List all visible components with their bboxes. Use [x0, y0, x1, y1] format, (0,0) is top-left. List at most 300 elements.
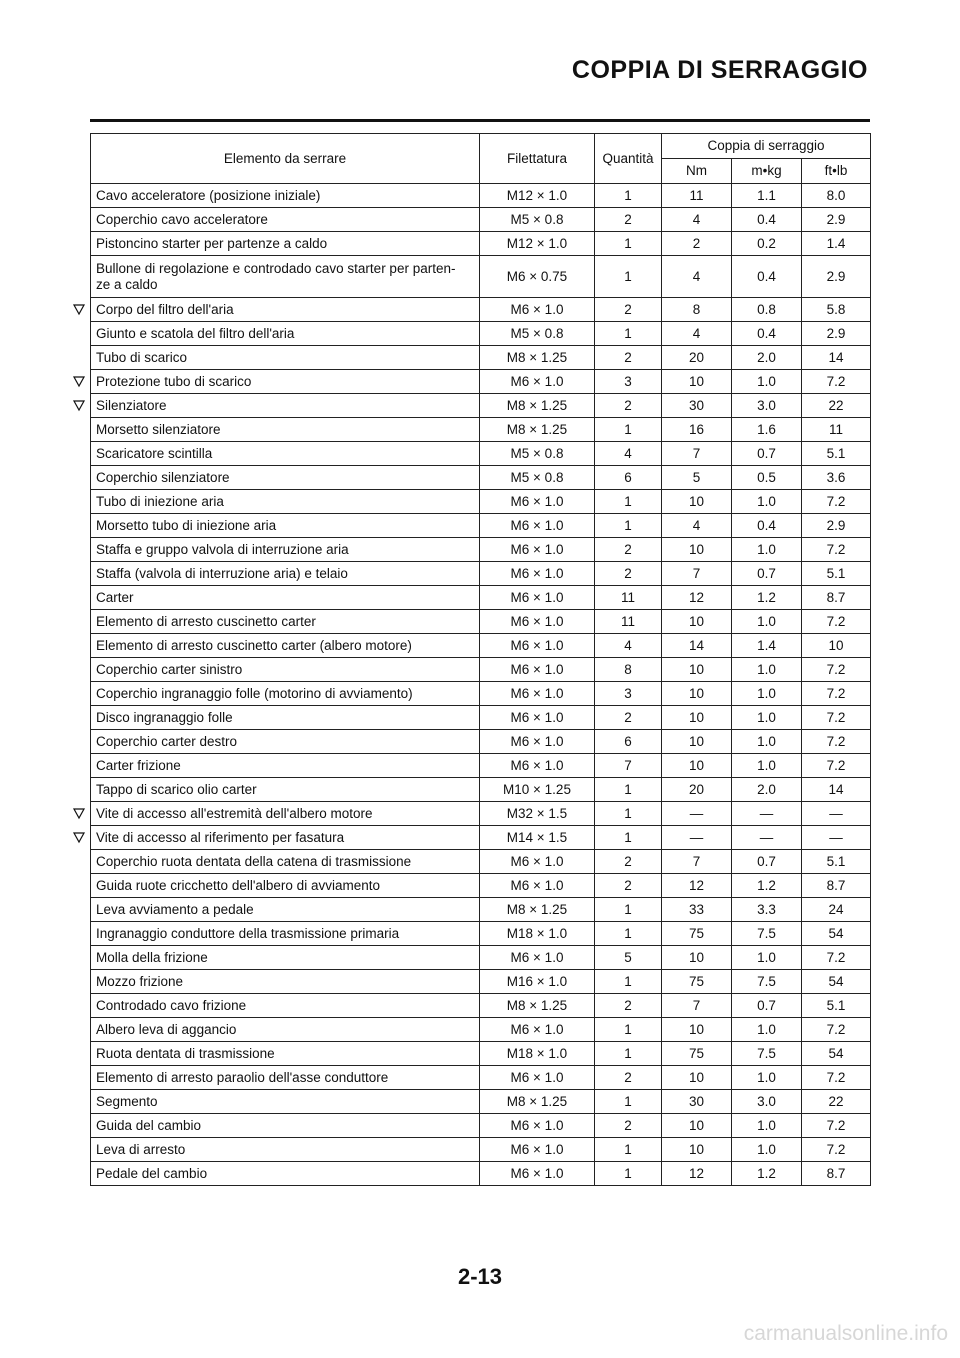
cell-qty: 2 [595, 706, 662, 730]
cell-nm: — [662, 802, 732, 826]
cell-mkg: 1.1 [732, 184, 802, 208]
cell-thread: M5 × 0.8 [480, 322, 595, 346]
cell-ftlb: 8.7 [802, 1162, 871, 1186]
cell-element: Molla della frizione [91, 946, 480, 970]
cell-qty: 2 [595, 1066, 662, 1090]
cell-mkg: — [732, 826, 802, 850]
cell-nm: 10 [662, 706, 732, 730]
cell-qty: 1 [595, 322, 662, 346]
cell-ftlb: 7.2 [802, 946, 871, 970]
cell-mkg: 1.0 [732, 490, 802, 514]
cell-element: Silenziatore [91, 394, 480, 418]
cell-qty: 3 [595, 370, 662, 394]
cell-nm: 2 [662, 232, 732, 256]
cell-nm: — [662, 826, 732, 850]
cell-thread: M12 × 1.0 [480, 232, 595, 256]
triangle-mark-icon [72, 399, 86, 412]
cell-element: Giunto e scatola del filtro dell'aria [91, 322, 480, 346]
cell-ftlb: 5.8 [802, 298, 871, 322]
cell-qty: 3 [595, 682, 662, 706]
cell-nm: 75 [662, 1042, 732, 1066]
cell-thread: M6 × 1.0 [480, 946, 595, 970]
cell-mkg: 1.0 [732, 1018, 802, 1042]
cell-mkg: 1.0 [732, 1138, 802, 1162]
cell-nm: 10 [662, 610, 732, 634]
torque-table [90, 133, 871, 1186]
table-row [91, 946, 871, 970]
cell-element: Pedale del cambio [91, 1162, 480, 1186]
cell-thread: M6 × 1.0 [480, 1162, 595, 1186]
cell-nm: 10 [662, 946, 732, 970]
cell-element: Segmento [91, 1090, 480, 1114]
cell-thread: M6 × 1.0 [480, 706, 595, 730]
cell-thread: M32 × 1.5 [480, 802, 595, 826]
cell-thread: M5 × 0.8 [480, 466, 595, 490]
cell-mkg: 0.4 [732, 514, 802, 538]
cell-ftlb: — [802, 826, 871, 850]
cell-element: Elemento di arresto cuscinetto carter [91, 610, 480, 634]
cell-qty: 1 [595, 1018, 662, 1042]
cell-ftlb: 5.1 [802, 562, 871, 586]
cell-qty: 1 [595, 1042, 662, 1066]
cell-element: Staffa (valvola di interruzione aria) e telaio [91, 562, 480, 586]
cell-qty: 1 [595, 778, 662, 802]
cell-qty: 2 [595, 994, 662, 1018]
cell-element: Bullone di regolazione e controdado cavo starter per parten- ze a caldo [91, 256, 480, 298]
table-row [91, 754, 871, 778]
cell-mkg: — [732, 802, 802, 826]
cell-thread: M6 × 1.0 [480, 370, 595, 394]
cell-nm: 4 [662, 256, 732, 298]
cell-nm: 10 [662, 1138, 732, 1162]
cell-qty: 1 [595, 922, 662, 946]
cell-ftlb: 24 [802, 898, 871, 922]
cell-element: Albero leva di aggancio [91, 1018, 480, 1042]
table-row [91, 970, 871, 994]
table-row [91, 1090, 871, 1114]
cell-element: Coperchio ingranaggio folle (motorino di avviamento) [91, 682, 480, 706]
table-row [91, 322, 871, 346]
cell-nm: 20 [662, 346, 732, 370]
cell-thread: M6 × 1.0 [480, 658, 595, 682]
cell-element: Guida del cambio [91, 1114, 480, 1138]
cell-thread: M6 × 1.0 [480, 682, 595, 706]
cell-element: Pistoncino starter per partenze a caldo [91, 232, 480, 256]
cell-ftlb: 7.2 [802, 706, 871, 730]
cell-mkg: 0.5 [732, 466, 802, 490]
cell-ftlb: 8.0 [802, 184, 871, 208]
cell-element: Morsetto tubo di iniezione aria [91, 514, 480, 538]
cell-ftlb: 7.2 [802, 682, 871, 706]
cell-nm: 10 [662, 730, 732, 754]
cell-nm: 10 [662, 1018, 732, 1042]
table-row [91, 1138, 871, 1162]
table-body [91, 184, 871, 1186]
cell-ftlb: 3.6 [802, 466, 871, 490]
cell-element: Coperchio ruota dentata della catena di trasmissione [91, 850, 480, 874]
header-nm: Nm [662, 159, 732, 184]
cell-ftlb: 7.2 [802, 370, 871, 394]
cell-element: Coperchio cavo acceleratore [91, 208, 480, 232]
table-row [91, 442, 871, 466]
cell-nm: 10 [662, 1066, 732, 1090]
cell-ftlb: 7.2 [802, 730, 871, 754]
cell-mkg: 1.0 [732, 538, 802, 562]
table-row [91, 850, 871, 874]
torque-table-wrap [90, 133, 870, 1186]
cell-mkg: 7.5 [732, 1042, 802, 1066]
table-row [91, 1162, 871, 1186]
cell-mkg: 3.3 [732, 898, 802, 922]
cell-qty: 2 [595, 394, 662, 418]
cell-ftlb: 2.9 [802, 322, 871, 346]
cell-element: Morsetto silenziatore [91, 418, 480, 442]
cell-nm: 33 [662, 898, 732, 922]
table-row [91, 730, 871, 754]
cell-qty: 2 [595, 298, 662, 322]
cell-nm: 12 [662, 586, 732, 610]
table-row [91, 658, 871, 682]
cell-mkg: 2.0 [732, 778, 802, 802]
cell-mkg: 2.0 [732, 346, 802, 370]
header-element: Elemento da serrare [91, 134, 480, 184]
cell-thread: M6 × 0.75 [480, 256, 595, 298]
cell-nm: 10 [662, 1114, 732, 1138]
cell-qty: 8 [595, 658, 662, 682]
cell-nm: 30 [662, 394, 732, 418]
cell-mkg: 0.8 [732, 298, 802, 322]
cell-ftlb: 11 [802, 418, 871, 442]
cell-mkg: 0.7 [732, 562, 802, 586]
header-torque: Coppia di serraggio [662, 134, 871, 159]
cell-ftlb: 2.9 [802, 514, 871, 538]
table-row [91, 418, 871, 442]
cell-nm: 12 [662, 874, 732, 898]
cell-qty: 5 [595, 946, 662, 970]
cell-qty: 2 [595, 874, 662, 898]
table-row [91, 256, 871, 298]
cell-element: Coperchio carter destro [91, 730, 480, 754]
cell-thread: M6 × 1.0 [480, 538, 595, 562]
cell-mkg: 3.0 [732, 1090, 802, 1114]
cell-thread: M8 × 1.25 [480, 898, 595, 922]
cell-ftlb: 8.7 [802, 586, 871, 610]
cell-element: Coperchio silenziatore [91, 466, 480, 490]
cell-qty: 1 [595, 514, 662, 538]
cell-element: Ruota dentata di trasmissione [91, 1042, 480, 1066]
cell-mkg: 0.4 [732, 256, 802, 298]
cell-ftlb: 7.2 [802, 1066, 871, 1090]
page-title: COPPIA DI SERRAGGIO [571, 56, 868, 84]
cell-thread: M14 × 1.5 [480, 826, 595, 850]
cell-nm: 20 [662, 778, 732, 802]
cell-mkg: 1.6 [732, 418, 802, 442]
table-row [91, 1018, 871, 1042]
cell-thread: M6 × 1.0 [480, 754, 595, 778]
cell-qty: 1 [595, 970, 662, 994]
cell-element: Leva avviamento a pedale [91, 898, 480, 922]
table-row [91, 394, 871, 418]
header-quantity: Quantità [595, 134, 662, 184]
cell-nm: 16 [662, 418, 732, 442]
cell-element: Elemento di arresto paraolio dell'asse conduttore [91, 1066, 480, 1090]
cell-element: Protezione tubo di scarico [91, 370, 480, 394]
cell-element: Cavo acceleratore (posizione iniziale) [91, 184, 480, 208]
cell-thread: M6 × 1.0 [480, 1138, 595, 1162]
cell-element: Controdado cavo frizione [91, 994, 480, 1018]
cell-ftlb: 7.2 [802, 610, 871, 634]
cell-qty: 1 [595, 1090, 662, 1114]
cell-thread: M6 × 1.0 [480, 1114, 595, 1138]
cell-thread: M6 × 1.0 [480, 298, 595, 322]
cell-ftlb: 22 [802, 1090, 871, 1114]
cell-qty: 1 [595, 898, 662, 922]
cell-qty: 1 [595, 256, 662, 298]
cell-nm: 4 [662, 322, 732, 346]
cell-thread: M6 × 1.0 [480, 586, 595, 610]
cell-nm: 7 [662, 994, 732, 1018]
cell-qty: 2 [595, 850, 662, 874]
header-mkg: m•kg [732, 159, 802, 184]
cell-element: Tubo di scarico [91, 346, 480, 370]
title-rule [90, 119, 870, 122]
cell-mkg: 1.0 [732, 610, 802, 634]
cell-ftlb: 54 [802, 922, 871, 946]
cell-nm: 4 [662, 208, 732, 232]
cell-ftlb: 10 [802, 634, 871, 658]
cell-mkg: 1.0 [732, 730, 802, 754]
cell-mkg: 1.0 [732, 1114, 802, 1138]
cell-qty: 1 [595, 490, 662, 514]
cell-mkg: 0.2 [732, 232, 802, 256]
cell-ftlb: 7.2 [802, 754, 871, 778]
cell-qty: 4 [595, 442, 662, 466]
cell-qty: 2 [595, 208, 662, 232]
table-row [91, 1114, 871, 1138]
table-row [91, 562, 871, 586]
cell-qty: 11 [595, 610, 662, 634]
cell-element: Elemento di arresto cuscinetto carter (albero motore) [91, 634, 480, 658]
table-row [91, 826, 871, 850]
cell-ftlb: 22 [802, 394, 871, 418]
cell-element: Mozzo frizione [91, 970, 480, 994]
cell-mkg: 7.5 [732, 922, 802, 946]
cell-mkg: 0.4 [732, 208, 802, 232]
cell-thread: M6 × 1.0 [480, 490, 595, 514]
table-row [91, 610, 871, 634]
cell-qty: 1 [595, 184, 662, 208]
cell-element: Tappo di scarico olio carter [91, 778, 480, 802]
cell-ftlb: 54 [802, 970, 871, 994]
cell-ftlb: 2.9 [802, 256, 871, 298]
cell-qty: 2 [595, 562, 662, 586]
cell-qty: 7 [595, 754, 662, 778]
cell-qty: 4 [595, 634, 662, 658]
page-number: 2-13 [457, 1264, 503, 1289]
cell-mkg: 0.7 [732, 442, 802, 466]
cell-ftlb: 8.7 [802, 874, 871, 898]
table-row [91, 1066, 871, 1090]
cell-thread: M6 × 1.0 [480, 730, 595, 754]
cell-nm: 5 [662, 466, 732, 490]
cell-nm: 7 [662, 442, 732, 466]
cell-ftlb: 7.2 [802, 538, 871, 562]
cell-element: Ingranaggio conduttore della trasmissione primaria [91, 922, 480, 946]
cell-thread: M6 × 1.0 [480, 874, 595, 898]
cell-mkg: 1.0 [732, 370, 802, 394]
cell-qty: 1 [595, 232, 662, 256]
cell-ftlb: 54 [802, 1042, 871, 1066]
table-row [91, 298, 871, 322]
cell-element: Carter frizione [91, 754, 480, 778]
table-row [91, 922, 871, 946]
cell-nm: 30 [662, 1090, 732, 1114]
header-thread: Filettatura [480, 134, 595, 184]
cell-nm: 12 [662, 1162, 732, 1186]
cell-thread: M5 × 0.8 [480, 208, 595, 232]
cell-ftlb: 14 [802, 778, 871, 802]
cell-mkg: 0.7 [732, 994, 802, 1018]
table-row [91, 1042, 871, 1066]
cell-thread: M6 × 1.0 [480, 562, 595, 586]
cell-qty: 11 [595, 586, 662, 610]
cell-mkg: 1.0 [732, 658, 802, 682]
cell-mkg: 1.2 [732, 1162, 802, 1186]
cell-element: Carter [91, 586, 480, 610]
cell-ftlb: 1.4 [802, 232, 871, 256]
cell-ftlb: — [802, 802, 871, 826]
cell-element: Tubo di iniezione aria [91, 490, 480, 514]
cell-mkg: 1.4 [732, 634, 802, 658]
cell-nm: 75 [662, 970, 732, 994]
table-row [91, 802, 871, 826]
cell-nm: 7 [662, 850, 732, 874]
cell-element: Vite di accesso al riferimento per fasatura [91, 826, 480, 850]
cell-nm: 11 [662, 184, 732, 208]
table-row [91, 232, 871, 256]
cell-nm: 7 [662, 562, 732, 586]
cell-thread: M18 × 1.0 [480, 922, 595, 946]
table-row [91, 514, 871, 538]
cell-ftlb: 14 [802, 346, 871, 370]
cell-mkg: 0.7 [732, 850, 802, 874]
cell-qty: 6 [595, 730, 662, 754]
cell-mkg: 7.5 [732, 970, 802, 994]
table-row [91, 634, 871, 658]
cell-qty: 2 [595, 1114, 662, 1138]
watermark: carmanualsonline.info [743, 1322, 948, 1345]
cell-ftlb: 2.9 [802, 208, 871, 232]
cell-nm: 8 [662, 298, 732, 322]
table-row [91, 208, 871, 232]
cell-element: Corpo del filtro dell'aria [91, 298, 480, 322]
cell-element: Scaricatore scintilla [91, 442, 480, 466]
cell-mkg: 3.0 [732, 394, 802, 418]
table-row [91, 346, 871, 370]
cell-qty: 1 [595, 1138, 662, 1162]
cell-thread: M6 × 1.0 [480, 514, 595, 538]
cell-element: Staffa e gruppo valvola di interruzione aria [91, 538, 480, 562]
cell-thread: M6 × 1.0 [480, 850, 595, 874]
cell-ftlb: 7.2 [802, 1138, 871, 1162]
cell-mkg: 1.2 [732, 874, 802, 898]
table-row [91, 874, 871, 898]
cell-mkg: 1.0 [732, 706, 802, 730]
cell-ftlb: 7.2 [802, 1018, 871, 1042]
cell-ftlb: 5.1 [802, 442, 871, 466]
table-row [91, 490, 871, 514]
cell-mkg: 1.2 [732, 586, 802, 610]
triangle-mark-icon [72, 807, 86, 820]
cell-thread: M8 × 1.25 [480, 994, 595, 1018]
cell-thread: M10 × 1.25 [480, 778, 595, 802]
cell-qty: 1 [595, 826, 662, 850]
cell-nm: 14 [662, 634, 732, 658]
cell-nm: 10 [662, 490, 732, 514]
table-row [91, 706, 871, 730]
cell-thread: M16 × 1.0 [480, 970, 595, 994]
cell-nm: 10 [662, 658, 732, 682]
cell-thread: M6 × 1.0 [480, 1066, 595, 1090]
table-row [91, 538, 871, 562]
triangle-mark-icon [72, 303, 86, 316]
cell-ftlb: 5.1 [802, 994, 871, 1018]
cell-thread: M5 × 0.8 [480, 442, 595, 466]
cell-nm: 10 [662, 682, 732, 706]
table-row [91, 370, 871, 394]
cell-thread: M8 × 1.25 [480, 346, 595, 370]
cell-mkg: 1.0 [732, 1066, 802, 1090]
cell-ftlb: 7.2 [802, 658, 871, 682]
cell-ftlb: 7.2 [802, 1114, 871, 1138]
cell-thread: M6 × 1.0 [480, 610, 595, 634]
cell-element: Guida ruote cricchetto dell'albero di avviamento [91, 874, 480, 898]
triangle-mark-icon [72, 375, 86, 388]
cell-element: Leva di arresto [91, 1138, 480, 1162]
cell-nm: 10 [662, 754, 732, 778]
cell-thread: M6 × 1.0 [480, 1018, 595, 1042]
cell-mkg: 0.4 [732, 322, 802, 346]
cell-thread: M12 × 1.0 [480, 184, 595, 208]
triangle-mark-icon [72, 831, 86, 844]
cell-thread: M8 × 1.25 [480, 418, 595, 442]
cell-mkg: 1.0 [732, 682, 802, 706]
cell-thread: M8 × 1.25 [480, 1090, 595, 1114]
table-row [91, 586, 871, 610]
header-ftlb: ft•lb [802, 159, 871, 184]
cell-qty: 1 [595, 1162, 662, 1186]
table-row [91, 898, 871, 922]
cell-qty: 1 [595, 802, 662, 826]
cell-qty: 6 [595, 466, 662, 490]
cell-thread: M18 × 1.0 [480, 1042, 595, 1066]
table-row [91, 994, 871, 1018]
cell-ftlb: 5.1 [802, 850, 871, 874]
cell-element: Vite di accesso all'estremità dell'albero motore [91, 802, 480, 826]
cell-qty: 2 [595, 538, 662, 562]
cell-element: Disco ingranaggio folle [91, 706, 480, 730]
cell-thread: M6 × 1.0 [480, 634, 595, 658]
cell-ftlb: 7.2 [802, 490, 871, 514]
cell-nm: 10 [662, 370, 732, 394]
cell-nm: 4 [662, 514, 732, 538]
table-row [91, 184, 871, 208]
cell-mkg: 1.0 [732, 754, 802, 778]
table-row [91, 682, 871, 706]
table-row [91, 778, 871, 802]
cell-thread: M8 × 1.25 [480, 394, 595, 418]
cell-mkg: 1.0 [732, 946, 802, 970]
